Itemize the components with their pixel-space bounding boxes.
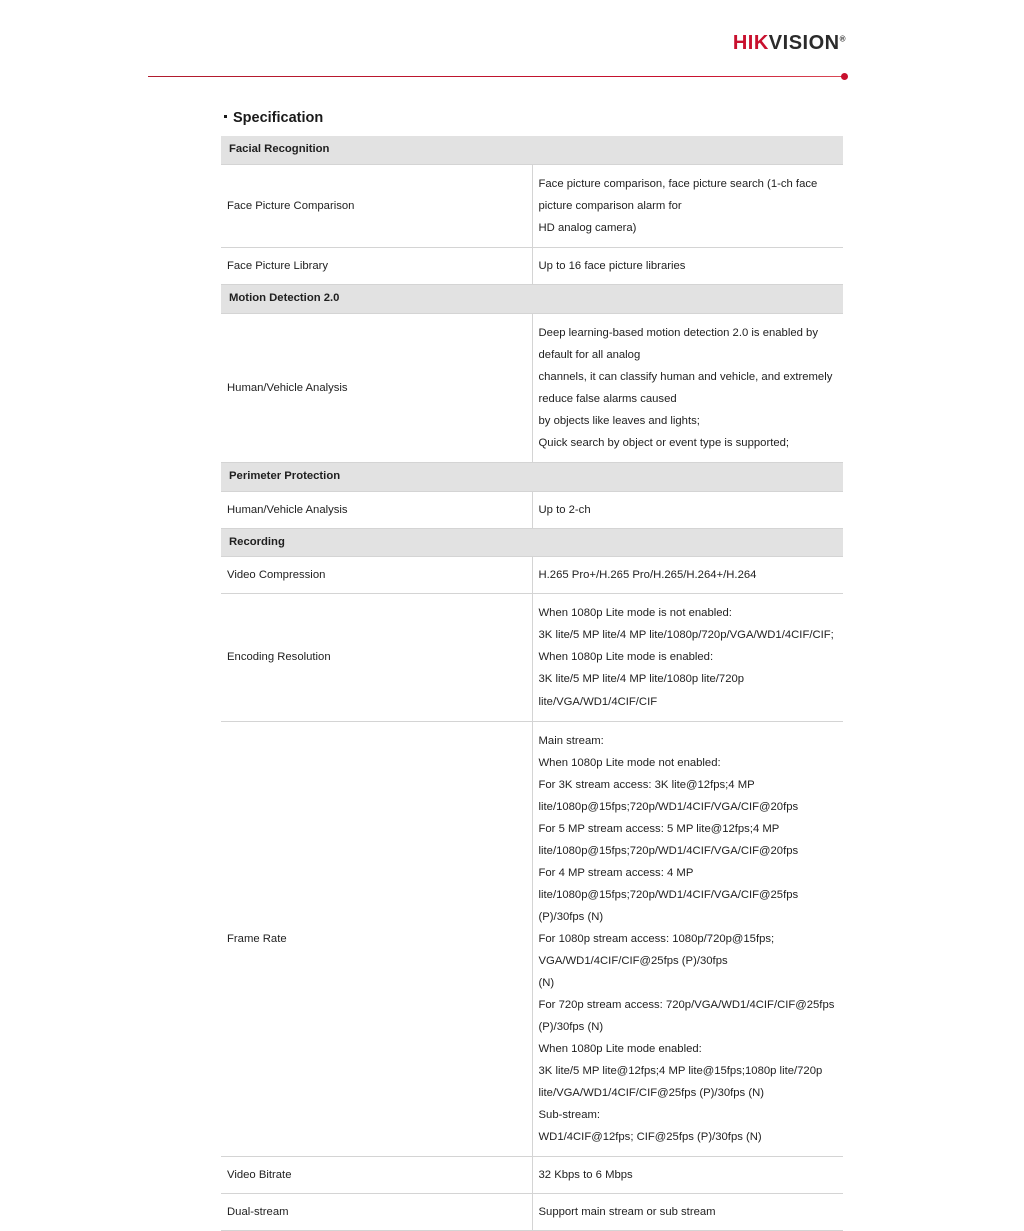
logo-text-vision: VISION [768, 32, 840, 54]
row-value [532, 557, 843, 594]
logo-text-hik: HIK [732, 32, 769, 54]
row-label: Encoding Resolution [221, 594, 532, 721]
row-value-line: Main stream: [538, 734, 604, 747]
page-title [224, 110, 1024, 126]
section-title-label: Specification [233, 110, 324, 126]
row-label: Video Bitrate [221, 1156, 532, 1193]
row-value-line: H.265 Pro+/H.265 Pro/H.265/H.264+/H.264 [538, 569, 757, 582]
hikvision-logo [733, 32, 846, 55]
row-value-line: Sub-stream: [538, 1108, 601, 1121]
row-value [532, 247, 843, 284]
row-value [532, 164, 843, 247]
group-header-label: Recording [221, 528, 843, 557]
header-divider [148, 70, 844, 84]
row-value-line: When 1080p Lite mode is enabled: [538, 651, 714, 664]
row-label: Dual-stream [221, 1193, 532, 1230]
row-value [532, 491, 843, 528]
row-value-line: For 3K stream access: 3K lite@12fps;4 MP [538, 778, 755, 791]
divider-dot-icon [841, 73, 848, 80]
row-label: Face Picture Comparison [221, 164, 532, 247]
table-group-row [221, 284, 843, 313]
row-value-line: (P)/30fps (N) [538, 910, 604, 923]
row-value-line: channels, it can classify human and vehicle, and extremely reduce false alarms caused [538, 370, 833, 405]
row-value-line: Support main stream or sub stream [538, 1205, 716, 1218]
row-value [532, 1156, 843, 1193]
row-value-line: For 4 MP stream access: 4 MP lite/1080p@15fps;720p/WD1/4CIF/VGA/CIF@25fps [538, 866, 799, 901]
table-row [221, 557, 843, 594]
row-value-line: When 1080p Lite mode is not enabled: [538, 607, 732, 620]
table-row [221, 594, 843, 721]
row-value-line: For 720p stream access: 720p/VGA/WD1/4CIF/CIF@25fps (P)/30fps (N) [538, 998, 835, 1033]
row-value-line: Up to 16 face picture libraries [538, 259, 686, 272]
row-label: Human/Vehicle Analysis [221, 491, 532, 528]
bullet-icon [224, 115, 227, 118]
registered-trademark-icon: ® [839, 34, 846, 44]
table-row [221, 491, 843, 528]
row-label: Video Compression [221, 557, 532, 594]
table-row [221, 247, 843, 284]
group-header-label: Facial Recognition [221, 136, 843, 164]
row-value [532, 1193, 843, 1230]
row-label: Frame Rate [221, 721, 532, 1156]
row-value [532, 594, 843, 721]
row-value-line: Deep learning-based motion detection 2.0 is enabled by default for all analog [538, 326, 818, 361]
page-header [0, 0, 1024, 70]
table-row [221, 1156, 843, 1193]
row-value-line: 32 Kbps to 6 Mbps [538, 1168, 633, 1181]
table-row [221, 721, 843, 1156]
table-row [221, 313, 843, 462]
row-value [532, 721, 843, 1156]
row-value-line: When 1080p Lite mode enabled: [538, 1042, 702, 1055]
row-value-line: For 1080p stream access: 1080p/720p@15fps; VGA/WD1/4CIF/CIF@25fps (P)/30fps [538, 932, 775, 967]
table-group-row [221, 136, 843, 164]
row-value-line: Quick search by object or event type is supported; [538, 436, 790, 449]
row-value-line: lite/VGA/WD1/4CIF/CIF@25fps (P)/30fps (N) [538, 1086, 765, 1099]
table-group-row [221, 528, 843, 557]
divider-line [148, 76, 844, 77]
row-value-line: lite/1080p@15fps;720p/WD1/4CIF/VGA/CIF@20fps [538, 844, 799, 857]
row-value-line: 3K lite/5 MP lite/4 MP lite/1080p/720p/VGA/WD1/4CIF/CIF; [538, 629, 834, 642]
row-value-line: HD analog camera) [538, 221, 637, 234]
row-value-line: When 1080p Lite mode not enabled: [538, 756, 721, 769]
row-value [532, 313, 843, 462]
group-header-label: Motion Detection 2.0 [221, 284, 843, 313]
row-label: Human/Vehicle Analysis [221, 313, 532, 462]
group-header-label: Perimeter Protection [221, 462, 843, 491]
specification-table [221, 136, 843, 1231]
row-value-line: Face picture comparison, face picture search (1-ch face picture comparison alarm for [538, 177, 818, 212]
table-row [221, 164, 843, 247]
row-label: Face Picture Library [221, 247, 532, 284]
row-value-line: Up to 2-ch [538, 503, 591, 516]
row-value-line: by objects like leaves and lights; [538, 414, 700, 427]
row-value-line: 3K lite/5 MP lite/4 MP lite/1080p lite/720p lite/VGA/WD1/4CIF/CIF [538, 673, 745, 708]
row-value-line: 3K lite/5 MP lite@12fps;4 MP lite@15fps;1080p lite/720p [538, 1064, 823, 1077]
table-row [221, 1193, 843, 1230]
row-value-line: WD1/4CIF@12fps; CIF@25fps (P)/30fps (N) [538, 1130, 762, 1143]
row-value-line: lite/1080p@15fps;720p/WD1/4CIF/VGA/CIF@20fps [538, 800, 799, 813]
table-group-row [221, 462, 843, 491]
row-value-line: (N) [538, 976, 555, 989]
row-value-line: For 5 MP stream access: 5 MP lite@12fps;4 MP [538, 822, 780, 835]
